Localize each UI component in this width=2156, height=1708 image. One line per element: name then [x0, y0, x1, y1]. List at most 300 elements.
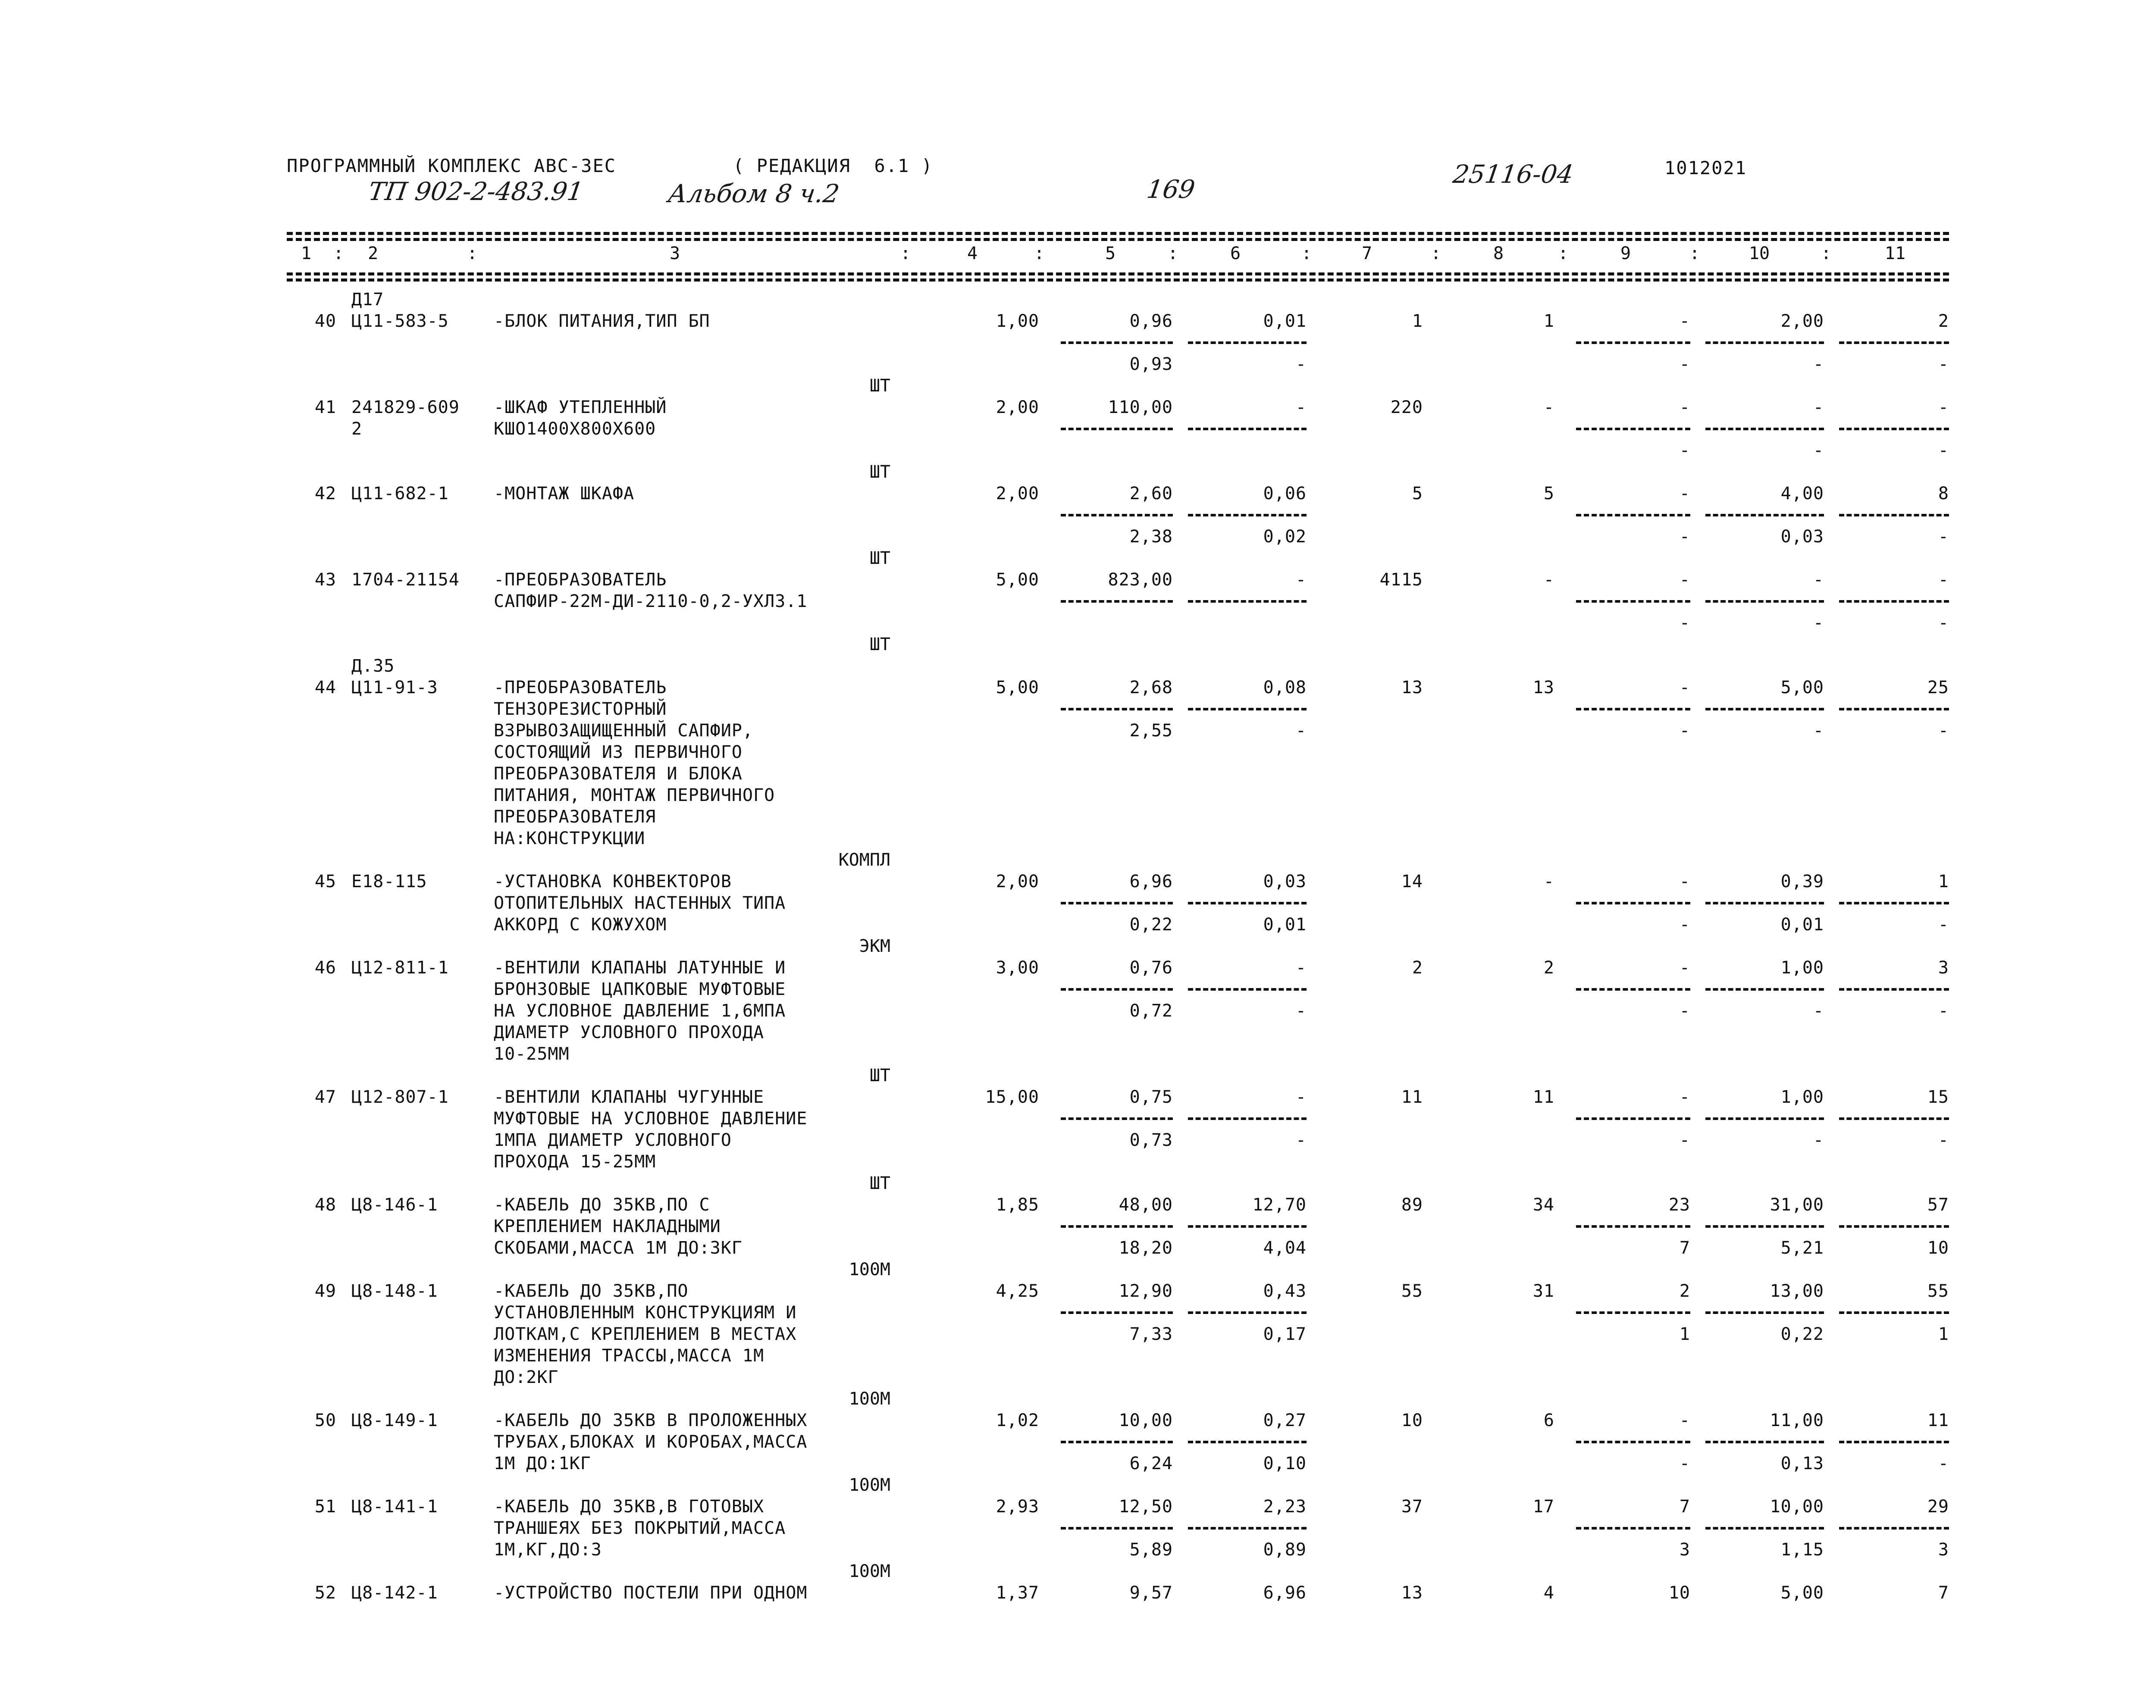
- subtotal-dash-line: [1705, 1225, 1824, 1228]
- column-separator: :: [1430, 244, 1442, 263]
- value-c11-sub: -: [1938, 721, 1949, 741]
- value-c8: 17: [1532, 1497, 1554, 1517]
- value-c11-sub: -: [1938, 441, 1949, 460]
- description-line: КРЕПЛЕНИЕМ НАКЛАДНЫМИ: [494, 1217, 721, 1236]
- row-number: 50: [314, 1411, 336, 1430]
- description-line: -УСТРОЙСТВО ПОСТЕЛИ ПРИ ОДНОМ: [494, 1583, 808, 1603]
- value-c10: 2,00: [1780, 311, 1824, 331]
- value-c5-sub: 2,55: [1129, 721, 1173, 741]
- resource-code: Ц8-146-1: [351, 1195, 438, 1215]
- program-title: ПРОГРАММНЫЙ КОМПЛЕКС АВС-3ЕС: [287, 155, 617, 176]
- value-c6-sub: 0,89: [1263, 1540, 1307, 1560]
- subtotal-dash-line: [1188, 1527, 1307, 1530]
- value-c10: 1,00: [1780, 1087, 1824, 1107]
- subtotal-dash-line: [1839, 1441, 1949, 1443]
- row-number: 44: [314, 678, 336, 698]
- value-c10: 5,00: [1780, 678, 1824, 698]
- description-line: -КАБЕЛЬ ДО 35КВ В ПРОЛОЖЕННЫХ: [494, 1411, 808, 1430]
- unit-of-measure: 100М: [849, 1475, 890, 1495]
- column-separator: :: [1689, 244, 1700, 263]
- unit-of-measure: ШТ: [869, 1173, 890, 1193]
- subtotal-dash-line: [1061, 1311, 1173, 1314]
- unit-of-measure: 100М: [849, 1389, 890, 1409]
- value-c7: 89: [1401, 1195, 1423, 1215]
- value-c10-sub: -: [1813, 613, 1824, 633]
- description-line: 1М ДО:1КГ: [494, 1454, 591, 1473]
- value-c6: 0,27: [1263, 1411, 1307, 1430]
- quantity: 2,00: [996, 397, 1039, 417]
- subtotal-dash-line: [1705, 902, 1824, 904]
- subtotal-dash-line: [1839, 1117, 1949, 1120]
- description-line: 10-25ММ: [494, 1044, 570, 1064]
- subtotal-dash-line: [1839, 514, 1949, 516]
- value-c8: 13: [1532, 678, 1554, 698]
- value-c10-sub: -: [1813, 721, 1824, 741]
- subtotal-dash-line: [1061, 902, 1173, 904]
- value-c6: 0,06: [1263, 484, 1307, 504]
- value-c7: 14: [1401, 872, 1423, 892]
- value-c10: 11,00: [1770, 1411, 1824, 1430]
- value-c6: 2,23: [1263, 1497, 1307, 1517]
- value-c11-sub: -: [1938, 915, 1949, 935]
- value-c8: 4: [1543, 1583, 1554, 1603]
- value-c9-sub: -: [1679, 915, 1690, 935]
- value-c10-sub: -: [1813, 354, 1824, 374]
- value-c11-sub: -: [1938, 354, 1949, 374]
- value-c11-sub: -: [1938, 1001, 1949, 1021]
- value-c6-sub: 0,10: [1263, 1454, 1307, 1473]
- column-header-7: 7: [1361, 244, 1373, 263]
- value-c7: 11: [1401, 1087, 1423, 1107]
- edition-label: ( РЕДАКЦИЯ 6.1 ): [733, 155, 933, 176]
- value-c8: 11: [1532, 1087, 1554, 1107]
- subtotal-dash-line: [1705, 1311, 1824, 1314]
- value-c6-sub: 0,17: [1263, 1324, 1307, 1344]
- subtotal-dash-line: [1061, 988, 1173, 991]
- row-number: 42: [314, 484, 336, 504]
- description-line: ДО:2КГ: [494, 1367, 559, 1387]
- value-c8: 5: [1543, 484, 1554, 504]
- value-c10: 5,00: [1780, 1583, 1824, 1603]
- subtotal-dash-line: [1839, 902, 1949, 904]
- value-c5: 12,50: [1119, 1497, 1173, 1517]
- subtotal-dash-line: [1188, 708, 1307, 710]
- value-c6: 6,96: [1263, 1583, 1307, 1603]
- resource-code: 241829-609: [351, 397, 460, 417]
- value-c6: -: [1295, 1087, 1307, 1107]
- value-c9-sub: -: [1679, 613, 1690, 633]
- quantity: 1,00: [996, 311, 1039, 331]
- value-c5-sub: 0,73: [1129, 1130, 1173, 1150]
- value-c7: 10: [1401, 1411, 1423, 1430]
- quantity: 2,93: [996, 1497, 1039, 1517]
- subtotal-dash-line: [1839, 1225, 1949, 1228]
- subtotal-dash-line: [1061, 600, 1173, 603]
- value-c11-sub: -: [1938, 1130, 1949, 1150]
- unit-of-measure: ШТ: [869, 376, 890, 396]
- subtotal-dash-line: [1839, 341, 1949, 344]
- description-line: ТРАНШЕЯХ БЕЗ ПОКРЫТИЙ,МАССА: [494, 1518, 786, 1538]
- row-number: 43: [314, 570, 336, 590]
- description-line: -ШКАФ УТЕПЛЕННЫЙ: [494, 397, 667, 417]
- quantity: 1,02: [996, 1411, 1039, 1430]
- subtotal-dash-line: [1705, 600, 1824, 603]
- value-c11-sub: 3: [1938, 1540, 1949, 1560]
- subtotal-dash-line: [1576, 1527, 1690, 1530]
- value-c5-sub: 6,24: [1129, 1454, 1173, 1473]
- value-c11-sub: 1: [1938, 1324, 1949, 1344]
- row-number: 49: [314, 1281, 336, 1301]
- value-c6: 0,43: [1263, 1281, 1307, 1301]
- value-c5: 12,90: [1119, 1281, 1173, 1301]
- subtotal-dash-line: [1061, 1225, 1173, 1228]
- value-c11: -: [1938, 397, 1949, 417]
- subtotal-dash-line: [1576, 600, 1690, 603]
- handwritten-project-number: ТП 902-2-483.91: [367, 177, 586, 206]
- value-c6-sub: -: [1295, 721, 1307, 741]
- value-c9-sub: -: [1679, 721, 1690, 741]
- value-c5-sub: 7,33: [1129, 1324, 1173, 1344]
- value-c5-sub: 2,38: [1129, 527, 1173, 547]
- value-c5-sub: 0,72: [1129, 1001, 1173, 1021]
- value-c7: 37: [1401, 1497, 1423, 1517]
- quantity: 5,00: [996, 570, 1039, 590]
- value-c11: 11: [1927, 1411, 1949, 1430]
- value-c10: 10,00: [1770, 1497, 1824, 1517]
- value-c8: 6: [1543, 1411, 1554, 1430]
- handwritten-page-number: 169: [1145, 175, 1197, 204]
- column-separator: :: [1301, 244, 1312, 263]
- value-c11: 8: [1938, 484, 1949, 504]
- description-line: КШО1400Х800Х600: [494, 419, 656, 439]
- handwritten-document-number: 25116-04: [1451, 160, 1575, 189]
- column-header-row: [287, 244, 1949, 269]
- description-line: БРОНЗОВЫЕ ЦАПКОВЫЕ МУФТОВЫЕ: [494, 979, 786, 999]
- description-line: -ПРЕОБРАЗОВАТЕЛЬ: [494, 678, 667, 698]
- subtotal-dash-line: [1188, 1441, 1307, 1443]
- value-c8: -: [1543, 397, 1554, 417]
- subtotal-dash-line: [1188, 600, 1307, 603]
- value-c11: 1: [1938, 872, 1949, 892]
- value-c10-sub: 0,01: [1780, 915, 1824, 935]
- subtotal-dash-line: [1705, 708, 1824, 710]
- column-header-1: 1: [301, 244, 312, 263]
- value-c10-sub: -: [1813, 1130, 1824, 1150]
- value-c6: -: [1295, 397, 1307, 417]
- resource-code: Ц8-148-1: [351, 1281, 438, 1301]
- subtotal-dash-line: [1061, 341, 1173, 344]
- value-c6-sub: -: [1295, 1001, 1307, 1021]
- quantity: 5,00: [996, 678, 1039, 698]
- row-number: 52: [314, 1583, 336, 1603]
- column-header-8: 8: [1493, 244, 1504, 263]
- value-c5: 0,75: [1129, 1087, 1173, 1107]
- subtotal-dash-line: [1839, 1311, 1949, 1314]
- value-c10-sub: 0,13: [1780, 1454, 1824, 1473]
- resource-code: Ц8-141-1: [351, 1497, 438, 1517]
- value-c9: -: [1679, 570, 1690, 590]
- subtotal-dash-line: [1061, 1527, 1173, 1530]
- value-c10: 1,00: [1780, 958, 1824, 978]
- value-c8: 2: [1543, 958, 1554, 978]
- value-c11-sub: -: [1938, 1454, 1949, 1473]
- value-c7: 1: [1412, 311, 1423, 331]
- row-prefix-note: Д.35: [351, 656, 395, 676]
- column-header-9: 9: [1620, 244, 1631, 263]
- value-c5-sub: 0,93: [1129, 354, 1173, 374]
- subtotal-dash-line: [1061, 708, 1173, 710]
- value-c9: 7: [1679, 1497, 1690, 1517]
- value-c7: 13: [1401, 1583, 1423, 1603]
- subtotal-dash-line: [1061, 1441, 1173, 1443]
- description-line: ДИАМЕТР УСЛОВНОГО ПРОХОДА: [494, 1023, 765, 1042]
- value-c8: -: [1543, 872, 1554, 892]
- row-number: 48: [314, 1195, 336, 1215]
- unit-of-measure: КОМПЛ: [838, 850, 890, 870]
- value-c11-sub: -: [1938, 527, 1949, 547]
- value-c6-sub: 0,02: [1263, 527, 1307, 547]
- value-c6: 0,03: [1263, 872, 1307, 892]
- description-line: АККОРД С КОЖУХОМ: [494, 915, 667, 935]
- value-c9: -: [1679, 678, 1690, 698]
- subtotal-dash-line: [1188, 1311, 1307, 1314]
- subtotal-dash-line: [1188, 988, 1307, 991]
- row-number: 41: [314, 397, 336, 417]
- value-c10: 13,00: [1770, 1281, 1824, 1301]
- column-header-11: 11: [1884, 244, 1906, 263]
- subtotal-dash-line: [1061, 428, 1173, 430]
- value-c6: -: [1295, 570, 1307, 590]
- value-c5: 0,76: [1129, 958, 1173, 978]
- value-c6-sub: -: [1295, 354, 1307, 374]
- column-separator: :: [1557, 244, 1569, 263]
- value-c10-sub: 0,03: [1780, 527, 1824, 547]
- value-c8: 34: [1532, 1195, 1554, 1215]
- value-c11: 57: [1927, 1195, 1949, 1215]
- resource-code: 2: [351, 419, 363, 439]
- unit-of-measure: ШТ: [869, 548, 890, 568]
- value-c5-sub: 0,22: [1129, 915, 1173, 935]
- column-header-3: 3: [669, 244, 680, 263]
- subtotal-dash-line: [1576, 428, 1690, 430]
- description-line: ЛОТКАМ,С КРЕПЛЕНИЕМ В МЕСТАХ: [494, 1324, 797, 1344]
- column-separator: :: [1034, 244, 1045, 263]
- value-c8: -: [1543, 570, 1554, 590]
- value-c11-sub: 10: [1927, 1238, 1949, 1258]
- subtotal-dash-line: [1188, 1225, 1307, 1228]
- value-c5: 10,00: [1119, 1411, 1173, 1430]
- resource-code: Е18-115: [351, 872, 427, 892]
- handwritten-album: Альбом 8 ч.2: [666, 179, 841, 208]
- quantity: 2,00: [996, 484, 1039, 504]
- subtotal-dash-line: [1839, 600, 1949, 603]
- subtotal-dash-line: [1061, 1117, 1173, 1120]
- description-line: ТЕНЗОРЕЗИСТОРНЫЙ: [494, 699, 667, 719]
- quantity: 1,85: [996, 1195, 1039, 1215]
- unit-of-measure: 100М: [849, 1260, 890, 1279]
- value-c5-sub: 18,20: [1119, 1238, 1173, 1258]
- value-c7: 220: [1390, 397, 1423, 417]
- description-line: МУФТОВЫЕ НА УСЛОВНОЕ ДАВЛЕНИЕ: [494, 1109, 808, 1129]
- value-c9: 23: [1668, 1195, 1690, 1215]
- resource-code: 1704-21154: [351, 570, 460, 590]
- subtotal-dash-line: [1705, 428, 1824, 430]
- description-line: ИЗМЕНЕНИЯ ТРАССЫ,МАССА 1М: [494, 1346, 765, 1366]
- column-header-5: 5: [1105, 244, 1116, 263]
- value-c5-sub: 5,89: [1129, 1540, 1173, 1560]
- column-separator: :: [1167, 244, 1178, 263]
- subtotal-dash-line: [1576, 902, 1690, 904]
- description-line: -КАБЕЛЬ ДО 35КВ,ПО С: [494, 1195, 710, 1215]
- subtotal-dash-line: [1576, 1117, 1690, 1120]
- resource-code: Ц8-142-1: [351, 1583, 438, 1603]
- value-c9: -: [1679, 872, 1690, 892]
- quantity: 15,00: [985, 1087, 1039, 1107]
- value-c11: 29: [1927, 1497, 1949, 1517]
- header-rule-top-2: [287, 238, 1949, 241]
- column-separator: :: [333, 244, 344, 263]
- value-c9-sub: -: [1679, 1454, 1690, 1473]
- row-number: 46: [314, 958, 336, 978]
- header-rule-top: [287, 232, 1949, 235]
- quantity: 4,25: [996, 1281, 1039, 1301]
- value-c5: 2,68: [1129, 678, 1173, 698]
- column-separator: :: [467, 244, 478, 263]
- column-header-2: 2: [367, 244, 379, 263]
- resource-code: Ц8-149-1: [351, 1411, 438, 1430]
- description-line: ОТОПИТЕЛЬНЫХ НАСТЕННЫХ ТИПА: [494, 893, 786, 913]
- value-c9-sub: -: [1679, 441, 1690, 460]
- subtotal-dash-line: [1576, 341, 1690, 344]
- document-code: 1012021: [1664, 157, 1747, 178]
- description-line: ПРЕОБРАЗОВАТЕЛЯ: [494, 807, 656, 827]
- value-c7: 55: [1401, 1281, 1423, 1301]
- value-c9-sub: 7: [1679, 1238, 1690, 1258]
- description-line: САПФИР-22М-ДИ-2110-0,2-УХЛ3.1: [494, 591, 808, 611]
- value-c10: 0,39: [1780, 872, 1824, 892]
- value-c5: 110,00: [1108, 397, 1173, 417]
- value-c6-sub: -: [1295, 1130, 1307, 1150]
- description-line: -ПРЕОБРАЗОВАТЕЛЬ: [494, 570, 667, 590]
- value-c11: 2: [1938, 311, 1949, 331]
- description-line: НА УСЛОВНОЕ ДАВЛЕНИЕ 1,6МПА: [494, 1001, 786, 1021]
- description-line: -КАБЕЛЬ ДО 35КВ,ПО: [494, 1281, 689, 1301]
- value-c8: 31: [1532, 1281, 1554, 1301]
- value-c9: -: [1679, 958, 1690, 978]
- row-number: 40: [314, 311, 336, 331]
- column-separator: :: [1821, 244, 1832, 263]
- header-rule-bottom: [287, 272, 1949, 275]
- column-header-4: 4: [967, 244, 978, 263]
- value-c8: 1: [1543, 311, 1554, 331]
- value-c6: -: [1295, 958, 1307, 978]
- description-line: СКОБАМИ,МАССА 1М ДО:3КГ: [494, 1238, 743, 1258]
- value-c7: 2: [1412, 958, 1423, 978]
- subtotal-dash-line: [1576, 1311, 1690, 1314]
- value-c6: 12,70: [1252, 1195, 1307, 1215]
- value-c9: -: [1679, 1087, 1690, 1107]
- subtotal-dash-line: [1839, 988, 1949, 991]
- description-line: СОСТОЯЩИЙ ИЗ ПЕРВИЧНОГО: [494, 742, 743, 762]
- row-prefix-note: Д17: [351, 290, 384, 310]
- value-c9: 2: [1679, 1281, 1690, 1301]
- resource-code: Ц11-91-3: [351, 678, 438, 698]
- description-line: 1М,КГ,ДО:3: [494, 1540, 602, 1560]
- subtotal-dash-line: [1839, 428, 1949, 430]
- subtotal-dash-line: [1839, 1527, 1949, 1530]
- value-c10-sub: -: [1813, 441, 1824, 460]
- value-c9: -: [1679, 484, 1690, 504]
- value-c9: 10: [1668, 1583, 1690, 1603]
- subtotal-dash-line: [1839, 708, 1949, 710]
- value-c10: -: [1813, 397, 1824, 417]
- value-c10-sub: 1,15: [1780, 1540, 1824, 1560]
- value-c5: 0,96: [1129, 311, 1173, 331]
- description-line: ПРЕОБРАЗОВАТЕЛЯ И БЛОКА: [494, 764, 743, 784]
- value-c9: -: [1679, 311, 1690, 331]
- row-number: 45: [314, 872, 336, 892]
- value-c10-sub: -: [1813, 1001, 1824, 1021]
- value-c6-sub: 0,01: [1263, 915, 1307, 935]
- column-header-10: 10: [1749, 244, 1770, 263]
- subtotal-dash-line: [1705, 988, 1824, 991]
- header-rule-bottom-2: [287, 278, 1949, 282]
- value-c6-sub: 4,04: [1263, 1238, 1307, 1258]
- subtotal-dash-line: [1188, 514, 1307, 516]
- description-line: -ВЕНТИЛИ КЛАПАНЫ ЧУГУННЫЕ: [494, 1087, 765, 1107]
- value-c11: -: [1938, 570, 1949, 590]
- value-c10: -: [1813, 570, 1824, 590]
- unit-of-measure: ШТ: [869, 1066, 890, 1085]
- value-c9: -: [1679, 1411, 1690, 1430]
- unit-of-measure: ШТ: [869, 462, 890, 482]
- value-c6: 0,08: [1263, 678, 1307, 698]
- column-separator: :: [900, 244, 911, 263]
- value-c7: 5: [1412, 484, 1423, 504]
- value-c10: 31,00: [1770, 1195, 1824, 1215]
- value-c6: 0,01: [1263, 311, 1307, 331]
- value-c9-sub: -: [1679, 1130, 1690, 1150]
- resource-code: Ц12-807-1: [351, 1087, 449, 1107]
- unit-of-measure: ЭКМ: [859, 936, 890, 956]
- row-number: 47: [314, 1087, 336, 1107]
- value-c9-sub: -: [1679, 354, 1690, 374]
- value-c7: 13: [1401, 678, 1423, 698]
- value-c9-sub: -: [1679, 527, 1690, 547]
- resource-code: Ц12-811-1: [351, 958, 449, 978]
- value-c10: 4,00: [1780, 484, 1824, 504]
- value-c9-sub: 3: [1679, 1540, 1690, 1560]
- subtotal-dash-line: [1061, 514, 1173, 516]
- value-c5: 48,00: [1119, 1195, 1173, 1215]
- value-c10-sub: 5,21: [1780, 1238, 1824, 1258]
- value-c10-sub: 0,22: [1780, 1324, 1824, 1344]
- description-line: ВЗРЫВОЗАЩИЩЕННЫЙ САПФИР,: [494, 721, 753, 741]
- unit-of-measure: 100М: [849, 1561, 890, 1581]
- description-line: -УСТАНОВКА КОНВЕКТОРОВ: [494, 872, 732, 892]
- unit-of-measure: ШТ: [869, 635, 890, 654]
- value-c9-sub: 1: [1679, 1324, 1690, 1344]
- value-c5: 9,57: [1129, 1583, 1173, 1603]
- subtotal-dash-line: [1705, 1441, 1824, 1443]
- subtotal-dash-line: [1188, 902, 1307, 904]
- description-line: -БЛОК ПИТАНИЯ,ТИП БП: [494, 311, 710, 331]
- column-header-6: 6: [1230, 244, 1241, 263]
- subtotal-dash-line: [1188, 428, 1307, 430]
- value-c7: 4115: [1379, 570, 1423, 590]
- value-c9: -: [1679, 397, 1690, 417]
- description-line: -КАБЕЛЬ ДО 35КВ,В ГОТОВЫХ: [494, 1497, 765, 1517]
